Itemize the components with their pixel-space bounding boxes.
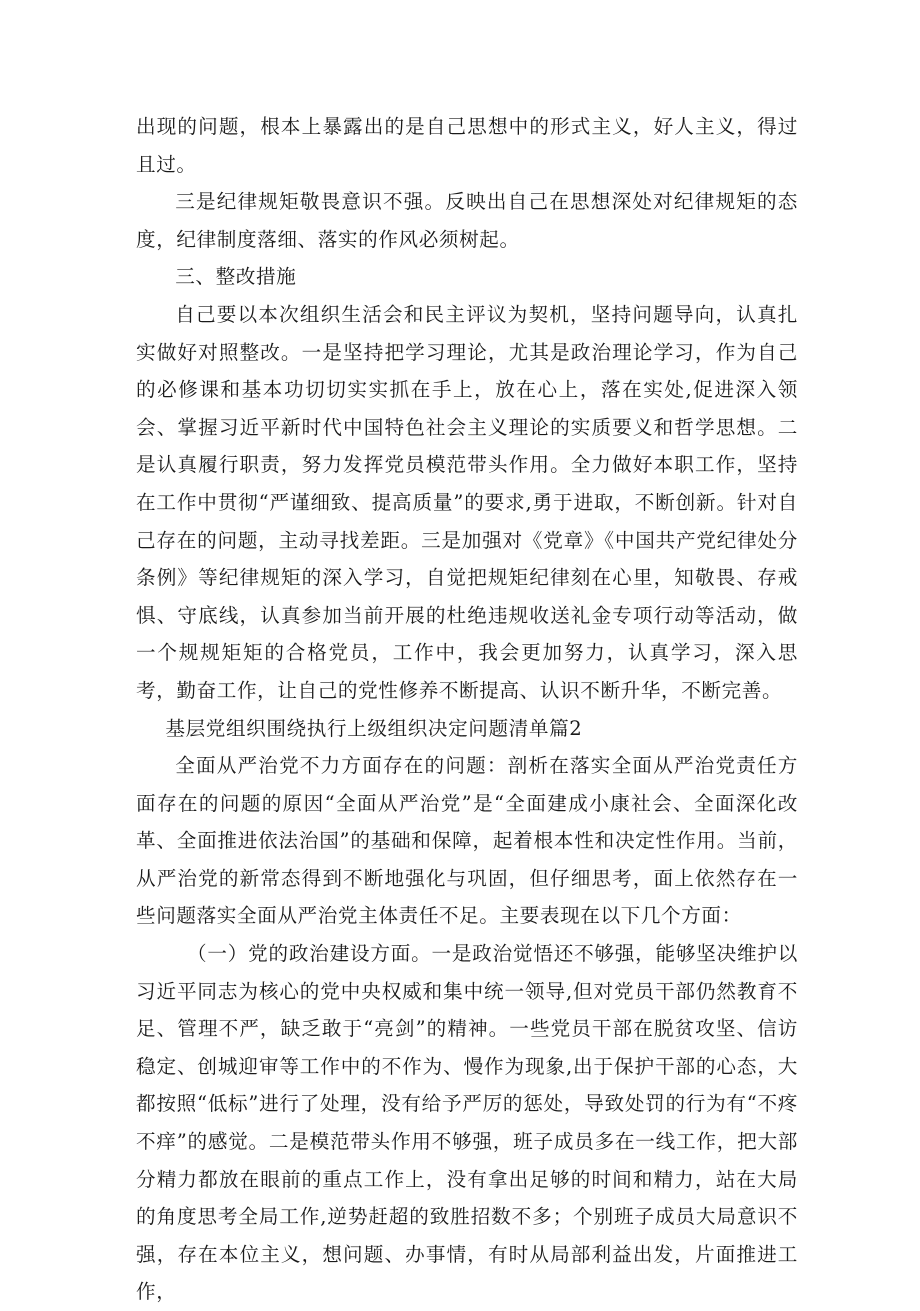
paragraph-political-building: （一）党的政治建设方面。一是政治觉悟还不够强，能够坚决维护以习近平同志为核心的党中央权威和集中统一领导,但对党员干部仍然教育不足、管理不严，缺乏敢于“亮剑”的精神。一些党员干部在脱贫攻坚、信访稳定、创城迎审等工作中的不作为、慢作为现象,出于保护干部的心态，大都按照“低标”进行了处理，没有给予严厉的惩处，导致处罚的行为有“不疼不痒”的感觉。二是模范带头作用不够强，班子成员多在一线工作，把大部分精力都放在眼前的重点工作上，没有拿出足够的时间和精力，站在大局的角度思考全局工作,逆势赶超的致胜招数不多；个别班子成员大局意识不强，存在本位主义，想问题、办事情，有时从局部利益出发，片面推进工作， bbox=[136, 942, 798, 1304]
paragraph-continuation: 出现的问题，根本上暴露出的是自己思想中的形式主义，好人主义，得过且过。 bbox=[136, 115, 798, 176]
paragraph-rectification-measures: 自己要以本次组织生活会和民主评议为契机，坚持问题导向，认真扎实做好对照整改。一是坚持把学习理论，尤其是政治理论学习，作为自己的必修课和基本功切切实实抓在手上，放在心上，落在实处,促进深入领会、掌握习近平新时代中国特色社会主义理论的实质要义和哲学思想。二是认真履行职责，努力发挥党员模范带头作用。全力做好本职工作，坚持在工作中贯彻“严谨细致、提高质量”的要求,勇于进取，不断创新。针对自己存在的问题，主动寻找差距。三是加强对《党章》《中国共产党纪律处分条例》等纪律规矩的深入学习，自觉把规矩纪律刻在心里，知敬畏、存戒惧、守底线，认真参加当前开展的杜绝违规收送礼金专项行动等活动，做一个规规矩矩的合格党员，工作中，我会更加努力，认真学习，深入思考，勤奋工作，让自己的党性修养不断提高、认识不断升华，不断完善。 bbox=[136, 302, 798, 702]
paragraph-discipline: 三是纪律规矩敬畏意识不强。反映出自己在思想深处对纪律规矩的态度，纪律制度落细、落实的作风必须树起。 bbox=[136, 190, 798, 251]
section-heading-rectification: 三、整改措施 bbox=[175, 265, 297, 289]
paragraph-issues-intro: 全面从严治党不力方面存在的问题：剖析在落实全面从严治党责任方面存在的问题的原因“全面从严治党”是“全面建成小康社会、全面深化改革、全面推进依法治国”的基础和保障，起着根本性和决定性作用。当前，从严治党的新常态得到不断地强化与巩固，但仔细思考，面上依然存在一些问题落实全面从严治党主体责任不足。主要表现在以下几个方面： bbox=[136, 754, 798, 928]
article-title: 基层党组织围绕执行上级组织决定问题清单篇2 bbox=[165, 716, 583, 740]
document-body bbox=[136, 108, 798, 1311]
